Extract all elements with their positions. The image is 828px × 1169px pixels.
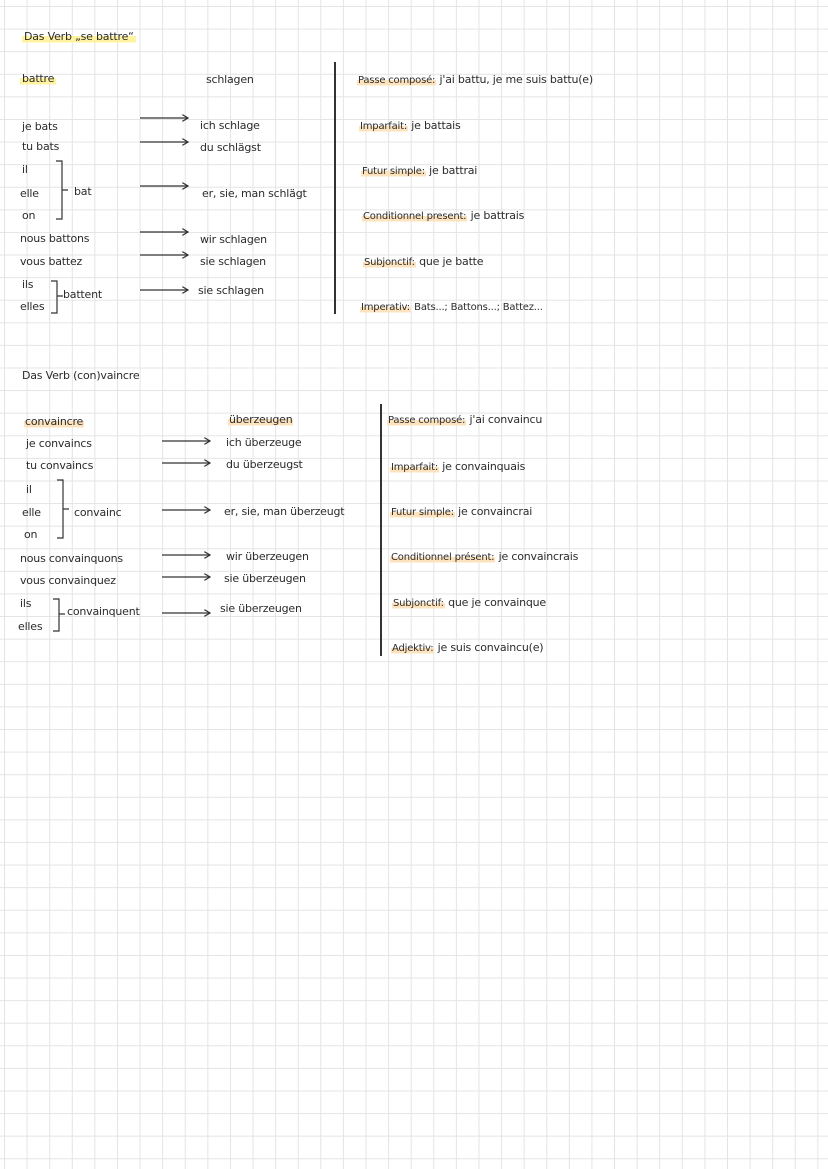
section2-title: Das Verb (con)vaincre	[22, 369, 140, 382]
tense-value: que je batte	[419, 255, 484, 268]
section2-tense-0	[387, 413, 542, 428]
section2-bracket-singular	[56, 479, 70, 539]
tense-label: Futur simple:	[391, 507, 454, 518]
section1-je: je bats	[22, 120, 58, 133]
section2-tense-1	[390, 460, 525, 475]
section1-tense-0	[357, 73, 593, 88]
section1-elles: elles	[20, 300, 45, 313]
section1-tense-4	[363, 255, 483, 270]
section2-ich: ich überzeuge	[226, 436, 302, 449]
tense-value: je battrai	[429, 164, 478, 177]
section2-translation-text: überzeugen	[229, 413, 293, 426]
section1-ihr: sie schlagen	[200, 255, 266, 268]
tense-value: je convaincrai	[458, 505, 533, 518]
section1-tense-2	[361, 164, 477, 179]
section1-infinitive-text: battre	[22, 72, 55, 85]
section2-je: je convaincs	[26, 437, 92, 450]
section1-elle: elle	[20, 187, 39, 200]
section1-translation: schlagen	[206, 73, 254, 86]
tense-value: je convaincrais	[498, 550, 579, 563]
section1-third-plural: battent	[63, 288, 103, 301]
section1-arrows	[138, 110, 194, 300]
section2-third-singular: convainc	[74, 506, 122, 519]
section2-du: du überzeugst	[226, 458, 303, 471]
tense-value: j'ai convaincu	[469, 413, 543, 426]
tense-label: Passe composé:	[358, 75, 436, 86]
tense-value: Bats...; Battons...; Battez...	[414, 302, 543, 313]
tense-label: Subjonctif:	[364, 257, 415, 268]
tense-label: Passe composé:	[388, 415, 466, 426]
section2-ihr: sie überzeugen	[224, 572, 306, 585]
section1-tu: tu bats	[22, 140, 60, 153]
section1-vous: vous battez	[20, 255, 83, 268]
section2-infinitive	[24, 415, 84, 429]
section2-tense-2	[390, 505, 532, 520]
section1-ich: ich schlage	[200, 119, 260, 132]
section2-elles: elles	[18, 620, 43, 633]
section1-du: du schlägst	[200, 141, 261, 154]
section2-elle: elle	[22, 506, 41, 519]
tense-label: Imparfait:	[360, 121, 407, 132]
tense-label: Conditionnel présent:	[391, 552, 495, 563]
section1-tense-5	[360, 300, 543, 315]
tense-label: Subjonctif:	[393, 598, 444, 609]
section2-sie: sie überzeugen	[220, 602, 302, 615]
section1-er: er, sie, man schlägt	[202, 187, 307, 200]
section1-tense-3	[362, 209, 524, 224]
section1-bracket-plural	[50, 280, 64, 314]
tense-value: je battrais	[470, 209, 525, 222]
section1-infinitive	[20, 72, 56, 86]
section2-tense-5	[391, 641, 543, 656]
section1-on: on	[22, 209, 36, 222]
section2-ils: ils	[20, 597, 32, 610]
section2-infinitive-text: convaincre	[25, 415, 84, 428]
section2-wir: wir überzeugen	[226, 550, 309, 563]
section2-tense-4	[392, 596, 546, 611]
section2-tense-3	[390, 550, 578, 565]
section2-on: on	[24, 528, 38, 541]
tense-label: Adjektiv:	[392, 643, 434, 654]
section1-wir: wir schlagen	[200, 233, 267, 246]
tense-label: Imperativ:	[361, 302, 410, 313]
section2-translation	[228, 413, 293, 427]
section2-il: il	[26, 483, 32, 496]
tense-label: Conditionnel present:	[363, 211, 467, 222]
tense-value: que je convainque	[448, 596, 546, 609]
tense-value: je battais	[411, 119, 461, 132]
section1-nous: nous battons	[20, 232, 90, 245]
section2-er: er, sie, man überzeugt	[224, 505, 345, 518]
section2-third-plural: convainquent	[67, 605, 140, 618]
section2-bracket-plural	[52, 598, 66, 632]
tense-value: j'ai battu, je me suis battu(e)	[439, 73, 593, 86]
tense-label: Imparfait:	[391, 462, 438, 473]
tense-label: Futur simple:	[362, 166, 425, 177]
section1-title	[22, 30, 136, 44]
section2-arrows	[160, 430, 216, 620]
section1-sie: sie schlagen	[198, 284, 264, 297]
section1-divider	[334, 62, 336, 314]
section2-tu: tu convaincs	[26, 459, 94, 472]
tense-value: je suis convaincu(e)	[437, 641, 544, 654]
section2-vous: vous convainquez	[20, 574, 116, 587]
section1-ils: ils	[22, 278, 34, 291]
tense-value: je convainquais	[442, 460, 526, 473]
section1-bracket-singular	[55, 160, 69, 220]
section1-title-text: Das Verb „se battre“	[24, 30, 134, 43]
section2-divider	[380, 404, 382, 656]
section1-tense-1	[359, 119, 461, 134]
section2-nous: nous convainquons	[20, 552, 123, 565]
section1-third-singular: bat	[74, 185, 92, 198]
section1-il: il	[22, 163, 28, 176]
